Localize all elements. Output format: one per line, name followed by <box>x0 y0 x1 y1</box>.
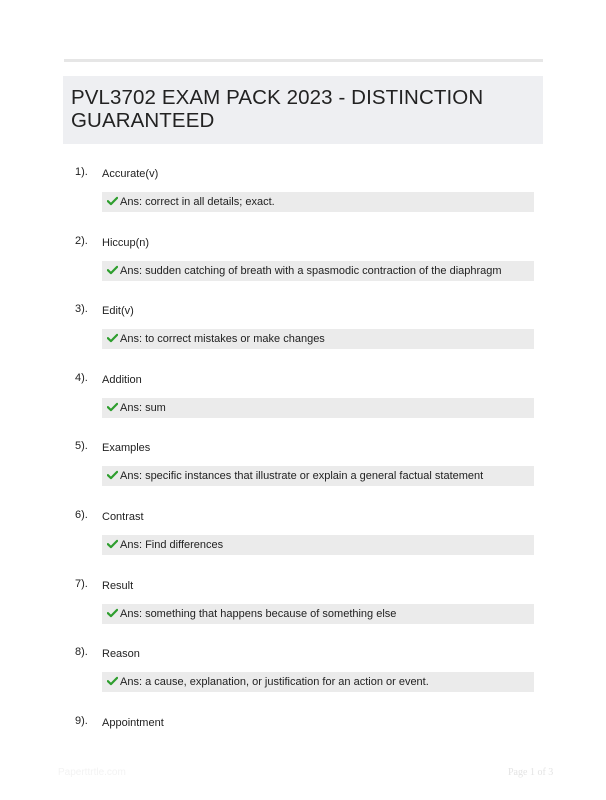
check-icon <box>107 196 118 206</box>
question-term: Accurate(v) <box>102 168 159 180</box>
answer-box <box>102 466 534 486</box>
answer-box <box>102 672 534 692</box>
answer-text: Ans: something that happens because of something else <box>120 607 397 620</box>
question-term: Edit(v) <box>102 305 134 318</box>
check-icon <box>107 676 118 686</box>
answer-box <box>102 261 534 281</box>
question-term: Appointment <box>102 716 164 729</box>
answer-text: Ans: specific instances that illustrate or explain a general factual statement <box>120 470 484 483</box>
page-number: Page 1 of 3 <box>508 767 554 778</box>
question-number: 4). <box>75 371 88 384</box>
check-icon <box>107 470 118 480</box>
check-icon <box>107 402 118 412</box>
question-term: Examples <box>102 442 151 455</box>
question-term: Result <box>102 579 134 592</box>
question-item <box>0 372 606 441</box>
answer-box <box>102 604 534 624</box>
question-number: 1). <box>75 166 88 178</box>
answer-text: Ans: Find differences <box>120 538 224 551</box>
answer-box <box>102 329 534 349</box>
check-icon <box>107 608 118 618</box>
footer-watermark: Paperttrtle.com <box>58 767 126 778</box>
question-number: 3). <box>75 303 88 316</box>
question-item <box>0 578 606 647</box>
question-item <box>0 509 606 578</box>
question-item <box>0 166 606 235</box>
question-number: 7). <box>75 577 88 590</box>
answer-text: Ans: sudden catching of breath with a spasmodic contraction of the diaphragm <box>120 264 502 277</box>
question-item <box>0 646 606 715</box>
question-number: 5). <box>75 440 88 453</box>
answer-box <box>102 398 534 418</box>
question-list <box>0 166 606 783</box>
check-icon <box>107 265 118 275</box>
check-icon <box>107 333 118 343</box>
title-banner <box>63 76 543 144</box>
question-item <box>0 440 606 509</box>
question-number: 6). <box>75 508 88 521</box>
question-term: Reason <box>102 648 140 661</box>
top-divider <box>64 59 543 62</box>
answer-box <box>102 192 534 212</box>
answer-box <box>102 535 534 555</box>
question-number: 2). <box>75 234 88 247</box>
question-term: Addition <box>102 373 142 386</box>
question-term: Contrast <box>102 510 144 523</box>
question-number: 9). <box>75 714 88 727</box>
answer-text: Ans: a cause, explanation, or justification for an action or event. <box>120 676 429 689</box>
question-term: Hiccup(n) <box>102 236 150 249</box>
question-item <box>0 235 606 304</box>
document-title: PVL3702 EXAM PACK 2023 - DISTINCTION GUARANTEED <box>71 86 484 132</box>
answer-text: Ans: sum <box>120 401 166 414</box>
check-icon <box>107 539 118 549</box>
answer-text: Ans: correct in all details; exact. <box>120 196 275 208</box>
question-number: 8). <box>75 646 88 659</box>
answer-text: Ans: to correct mistakes or make changes <box>120 333 325 346</box>
question-item <box>0 303 606 372</box>
